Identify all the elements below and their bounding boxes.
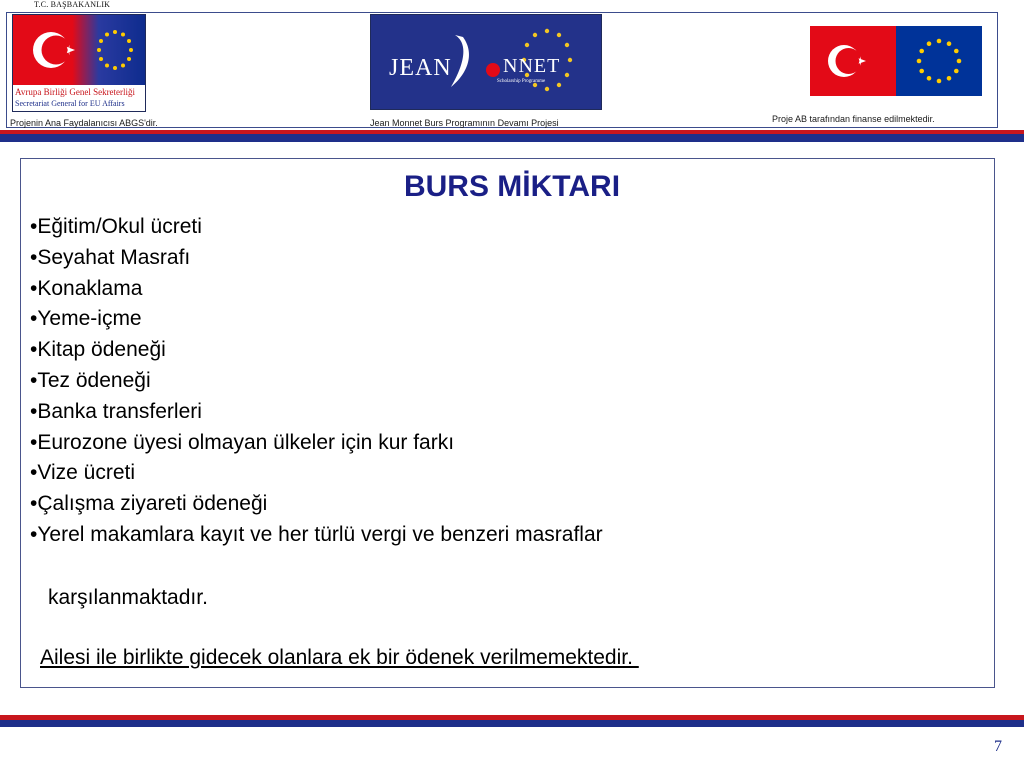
- slide-title: BURS MİKTARI: [403, 170, 621, 203]
- top-blue-stripe: [0, 134, 1024, 142]
- caption-center: Jean Monnet Burs Programının Devamı Projesi: [370, 118, 559, 128]
- turkey-flag-icon: [810, 26, 896, 96]
- list-item: •Vize ücreti: [30, 461, 136, 485]
- eu-flag-icon: [896, 26, 982, 96]
- list-item: •Seyahat Masrafı: [30, 245, 191, 269]
- abgs-name-tr: Avrupa Birliği Genel Sekreterliği: [15, 87, 136, 97]
- list-item: •Yeme-içme: [30, 307, 142, 331]
- turkey-flag: [810, 26, 896, 96]
- list-item: •Konaklama: [30, 276, 143, 300]
- family-note: Ailesi ile birlikte gidecek olanlara ek bir ödenek verilmemektedir.: [40, 646, 639, 669]
- list-item: •Çalışma ziyareti ödeneği: [30, 492, 268, 516]
- abgs-logo: [12, 14, 146, 112]
- list-item: •Yerel makamlara kayıt ve her türlü vergi ve benzeri masraflar: [30, 522, 603, 546]
- list-tail-text: karşılanmaktadır.: [48, 586, 208, 609]
- list-item: •Banka transferleri: [30, 399, 202, 423]
- programme-subtext: Scholarship Programme: [497, 79, 546, 84]
- list-item: •Eurozone üyesi olmayan ülkeler için kur farkı: [30, 430, 455, 454]
- monnet-text: NNET: [503, 55, 561, 77]
- jean-text: JEAN: [389, 55, 452, 81]
- jean-monnet-logo: [370, 14, 602, 110]
- list-item: •Tez ödeneği: [30, 368, 151, 392]
- list-item: •Kitap ödeneği: [30, 338, 166, 362]
- page-number: 7: [994, 738, 1002, 755]
- caption-left: Projenin Ana Faydalanıcısı ABGS'dir.: [10, 118, 158, 128]
- caption-right: Proje AB tarafından finanse edilmektedir.: [772, 114, 935, 124]
- top-label: T.C. BAŞBAKANLIK: [34, 0, 111, 9]
- list-item: •Eğitim/Okul ücreti: [30, 215, 202, 238]
- benefits-list: [30, 212, 603, 551]
- eu-flag: [896, 26, 982, 96]
- abgs-name-en: Secretariat General for EU Affairs: [15, 99, 125, 108]
- bottom-blue-stripe: [0, 720, 1024, 727]
